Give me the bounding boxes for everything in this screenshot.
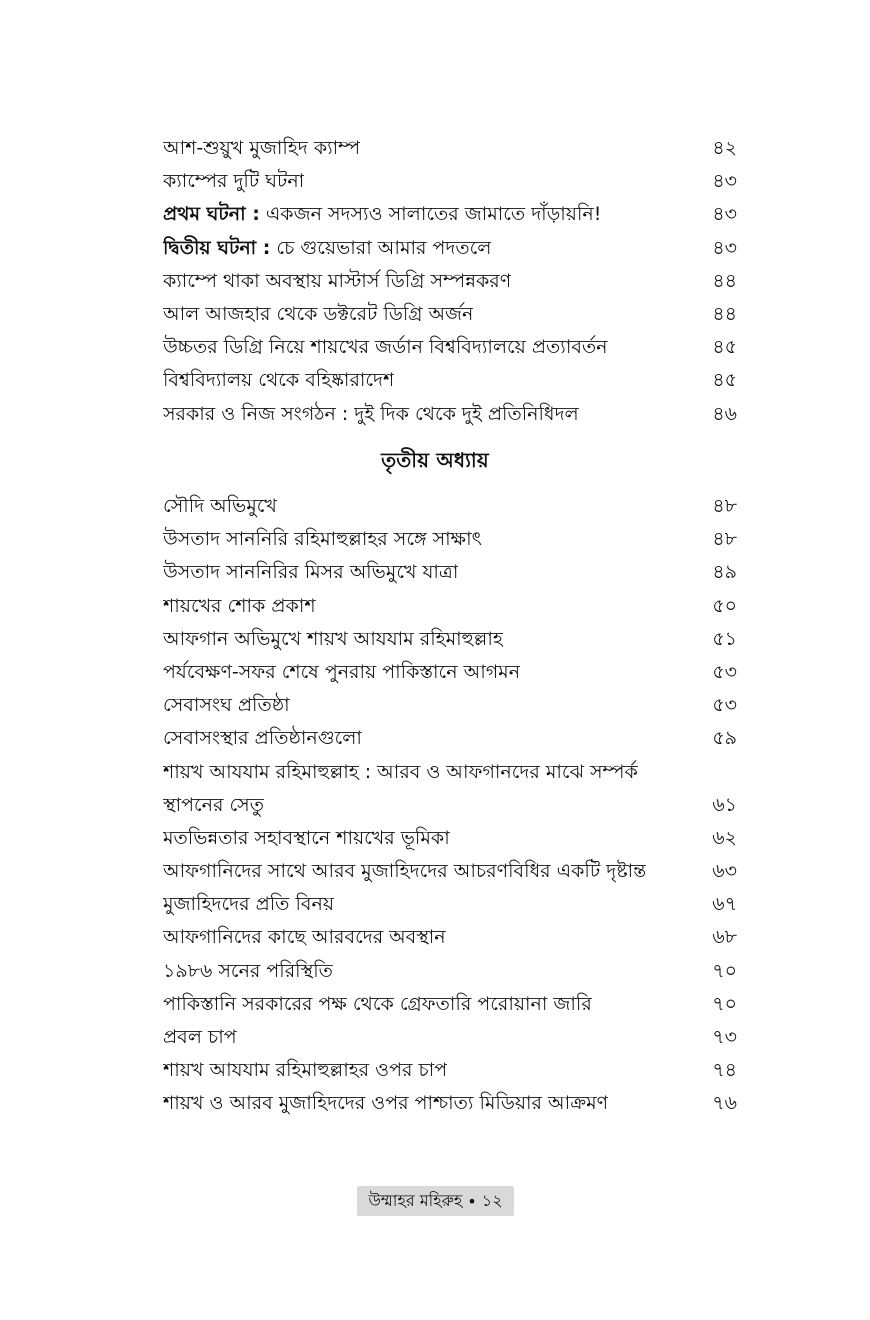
toc-entry-page: ৭৬ <box>712 1092 737 1115</box>
toc-entry-title: সরকার ও নিজ সংগঠন : দুই দিক থেকে দুই প্রতিনিধিদল <box>163 402 579 425</box>
toc-entry-title: আফগানিদের কাছে আরবদের অবস্থান <box>163 926 446 949</box>
toc-entry <box>163 921 737 954</box>
toc-entry-title: শায়খ আযযাম রহিমাহুল্লাহ : আরব ও আফগানদের মাঝে সম্পর্ক <box>163 760 638 783</box>
toc-entry-title <box>163 198 601 231</box>
toc-entry-title: পর্যবেক্ষণ-সফর শেষে পুনরায় পাকিস্তানে আগমন <box>163 660 521 683</box>
toc-entry <box>163 232 737 265</box>
toc-entry-title: শায়খের শোক প্রকাশ <box>163 594 316 617</box>
toc-section-1 <box>163 132 737 431</box>
toc-entry-page: ৪৮ <box>712 495 737 517</box>
toc-entry-title: সেবাসংঘ প্রতিষ্ঠা <box>163 694 290 717</box>
toc-entry-title: স্থাপনের সেতু <box>163 793 264 816</box>
toc-entry <box>163 590 737 623</box>
toc-entry <box>163 656 737 689</box>
toc-entry <box>163 298 737 331</box>
toc-entry-page: ৪৩ <box>712 236 737 259</box>
toc-entry-page: ৪৫ <box>712 369 737 392</box>
toc-entry-page: ৭০ <box>712 959 737 982</box>
toc-entry <box>163 398 737 431</box>
toc-entry-title: ১৯৮৬ সনের পরিস্থিতি <box>163 959 333 982</box>
footer-page-number: ১২ <box>481 1190 503 1210</box>
toc-entry-title: মুজাহিদদের প্রতি বিনয় <box>163 893 335 916</box>
page-footer <box>357 1186 514 1216</box>
toc-entry <box>163 1087 737 1120</box>
toc-entry-title: মতভিন্নতার সহাবস্থানে শায়খের ভূমিকা <box>163 826 450 849</box>
toc-entry <box>163 1021 737 1054</box>
toc-entry-title: শায়খ ও আরব মুজাহিদদের ওপর পাশ্চাত্য মিডিয়ার আক্রমণ <box>163 1092 609 1115</box>
toc-entry <box>163 855 737 888</box>
toc-entry-page: ৪৬ <box>712 402 737 425</box>
toc-entry <box>163 556 737 589</box>
toc-entry-page: ৪৮ <box>712 528 737 551</box>
toc-entry-lead: প্রথম ঘটনা : <box>163 203 260 226</box>
toc-entry-page: ৫৩ <box>712 694 737 717</box>
toc-entry-lead: দ্বিতীয় ঘটনা : <box>163 236 271 259</box>
toc-entry-page: ৪৪ <box>712 269 737 292</box>
toc-entry-page: ৬১ <box>712 793 737 816</box>
toc-entry-title-text: চে গুয়েভারা আমার পদতলে <box>270 236 492 259</box>
toc-entry-title: ক্যাম্পের দুটি ঘটনা <box>163 170 305 193</box>
toc-entry-title: বিশ্ববিদ্যালয় থেকে বহিষ্কারাদেশ <box>163 369 395 392</box>
toc-entry-title: আফগানিদের সাথে আরব মুজাহিদদের আচরণবিধির একটি দৃষ্টান্ত <box>163 860 647 883</box>
toc-entry-title-text: একজন সদস্যও সালাতের জামাতে দাঁড়ায়নি! <box>259 203 602 226</box>
toc-entry <box>163 888 737 921</box>
toc-entry-page: ৫৩ <box>712 660 737 683</box>
toc-entry-title: আল আজহার থেকে ডক্টরেট ডিগ্রি অর্জন <box>163 302 474 325</box>
toc-entry-title: উসতাদ সাননিরি রহিমাহুল্লাহর সঙ্গে সাক্ষাৎ <box>163 528 482 551</box>
toc-entry-page: ৬৮ <box>712 926 737 949</box>
toc-entry-title: ক্যাম্পে থাকা অবস্থায় মাস্টার্স ডিগ্রি সম্পন্নকরণ <box>163 269 512 292</box>
toc-entry-page: ৫৯ <box>712 727 737 750</box>
toc-entry-title: সেবাসংস্থার প্রতিষ্ঠানগুলো <box>163 727 362 750</box>
footer-book-title: উম্মাহর মহিরুহ <box>368 1190 463 1210</box>
toc-entry <box>163 364 737 397</box>
toc-entry <box>163 955 737 988</box>
toc-entry-page: ৪৩ <box>712 203 737 226</box>
toc-entry-page: ৫১ <box>712 627 737 650</box>
toc-entry-title: প্রবল চাপ <box>163 1026 237 1048</box>
toc-entry-continuation <box>163 789 737 822</box>
toc-entry <box>163 988 737 1021</box>
toc-entry <box>163 198 737 231</box>
toc-entry-page: ৪২ <box>712 137 737 159</box>
toc-entry <box>163 722 737 755</box>
toc-entry-page: ৪৯ <box>712 561 737 584</box>
chapter-heading: তৃতীয় অধ্যায় <box>381 448 489 472</box>
toc-section-2 <box>163 490 737 1121</box>
toc-entry-page: ৭৪ <box>712 1059 737 1082</box>
toc-entry-title: শায়খ আযযাম রহিমাহুল্লাহর ওপর চাপ <box>163 1059 448 1082</box>
footer-separator: • <box>467 1191 477 1211</box>
toc-entry-title: উচ্চতর ডিগ্রি নিয়ে শায়খের জর্ডান বিশ্ববিদ্যালয়ে প্রত্যাবর্তন <box>163 336 608 359</box>
toc-entry-page: ৪৪ <box>712 302 737 325</box>
toc-entry <box>163 689 737 722</box>
toc-entry-page: ৭০ <box>712 992 737 1015</box>
toc-entry-page: ৬৭ <box>712 893 737 916</box>
toc-entry <box>163 623 737 656</box>
toc-entry-title: পাকিস্তানি সরকারের পক্ষ থেকে গ্রেফতারি পরোয়ানা জারি <box>163 992 592 1015</box>
toc-entry <box>163 1054 737 1087</box>
toc-entry <box>163 523 737 556</box>
toc-entry-page: ৬২ <box>712 826 737 849</box>
toc-entry-first-line <box>163 756 737 789</box>
toc-entry-title: আফগান অভিমুখে শায়খ আযযাম রহিমাহুল্লাহ <box>163 627 503 650</box>
toc-entry <box>163 132 737 165</box>
toc-entry-page: ৬৩ <box>712 860 737 883</box>
toc-entry-title: উসতাদ সাননিরির মিসর অভিমুখে যাত্রা <box>163 561 459 584</box>
toc-entry-title: আশ-শুয়ুখ মুজাহিদ ক্যাম্প <box>163 137 361 159</box>
toc-entry <box>163 265 737 298</box>
toc-entry-page: ৪৫ <box>712 336 737 359</box>
toc-entry-title: সৌদি অভিমুখে <box>163 495 277 517</box>
toc-entry <box>163 490 737 523</box>
toc-entry-page: ৫০ <box>712 594 737 617</box>
toc-entry <box>163 165 737 198</box>
toc-entry <box>163 822 737 855</box>
toc-entry-page: ৪৩ <box>712 170 737 193</box>
toc-entry <box>163 331 737 364</box>
toc-entry-title <box>163 232 491 265</box>
toc-entry-page: ৭৩ <box>712 1026 737 1048</box>
